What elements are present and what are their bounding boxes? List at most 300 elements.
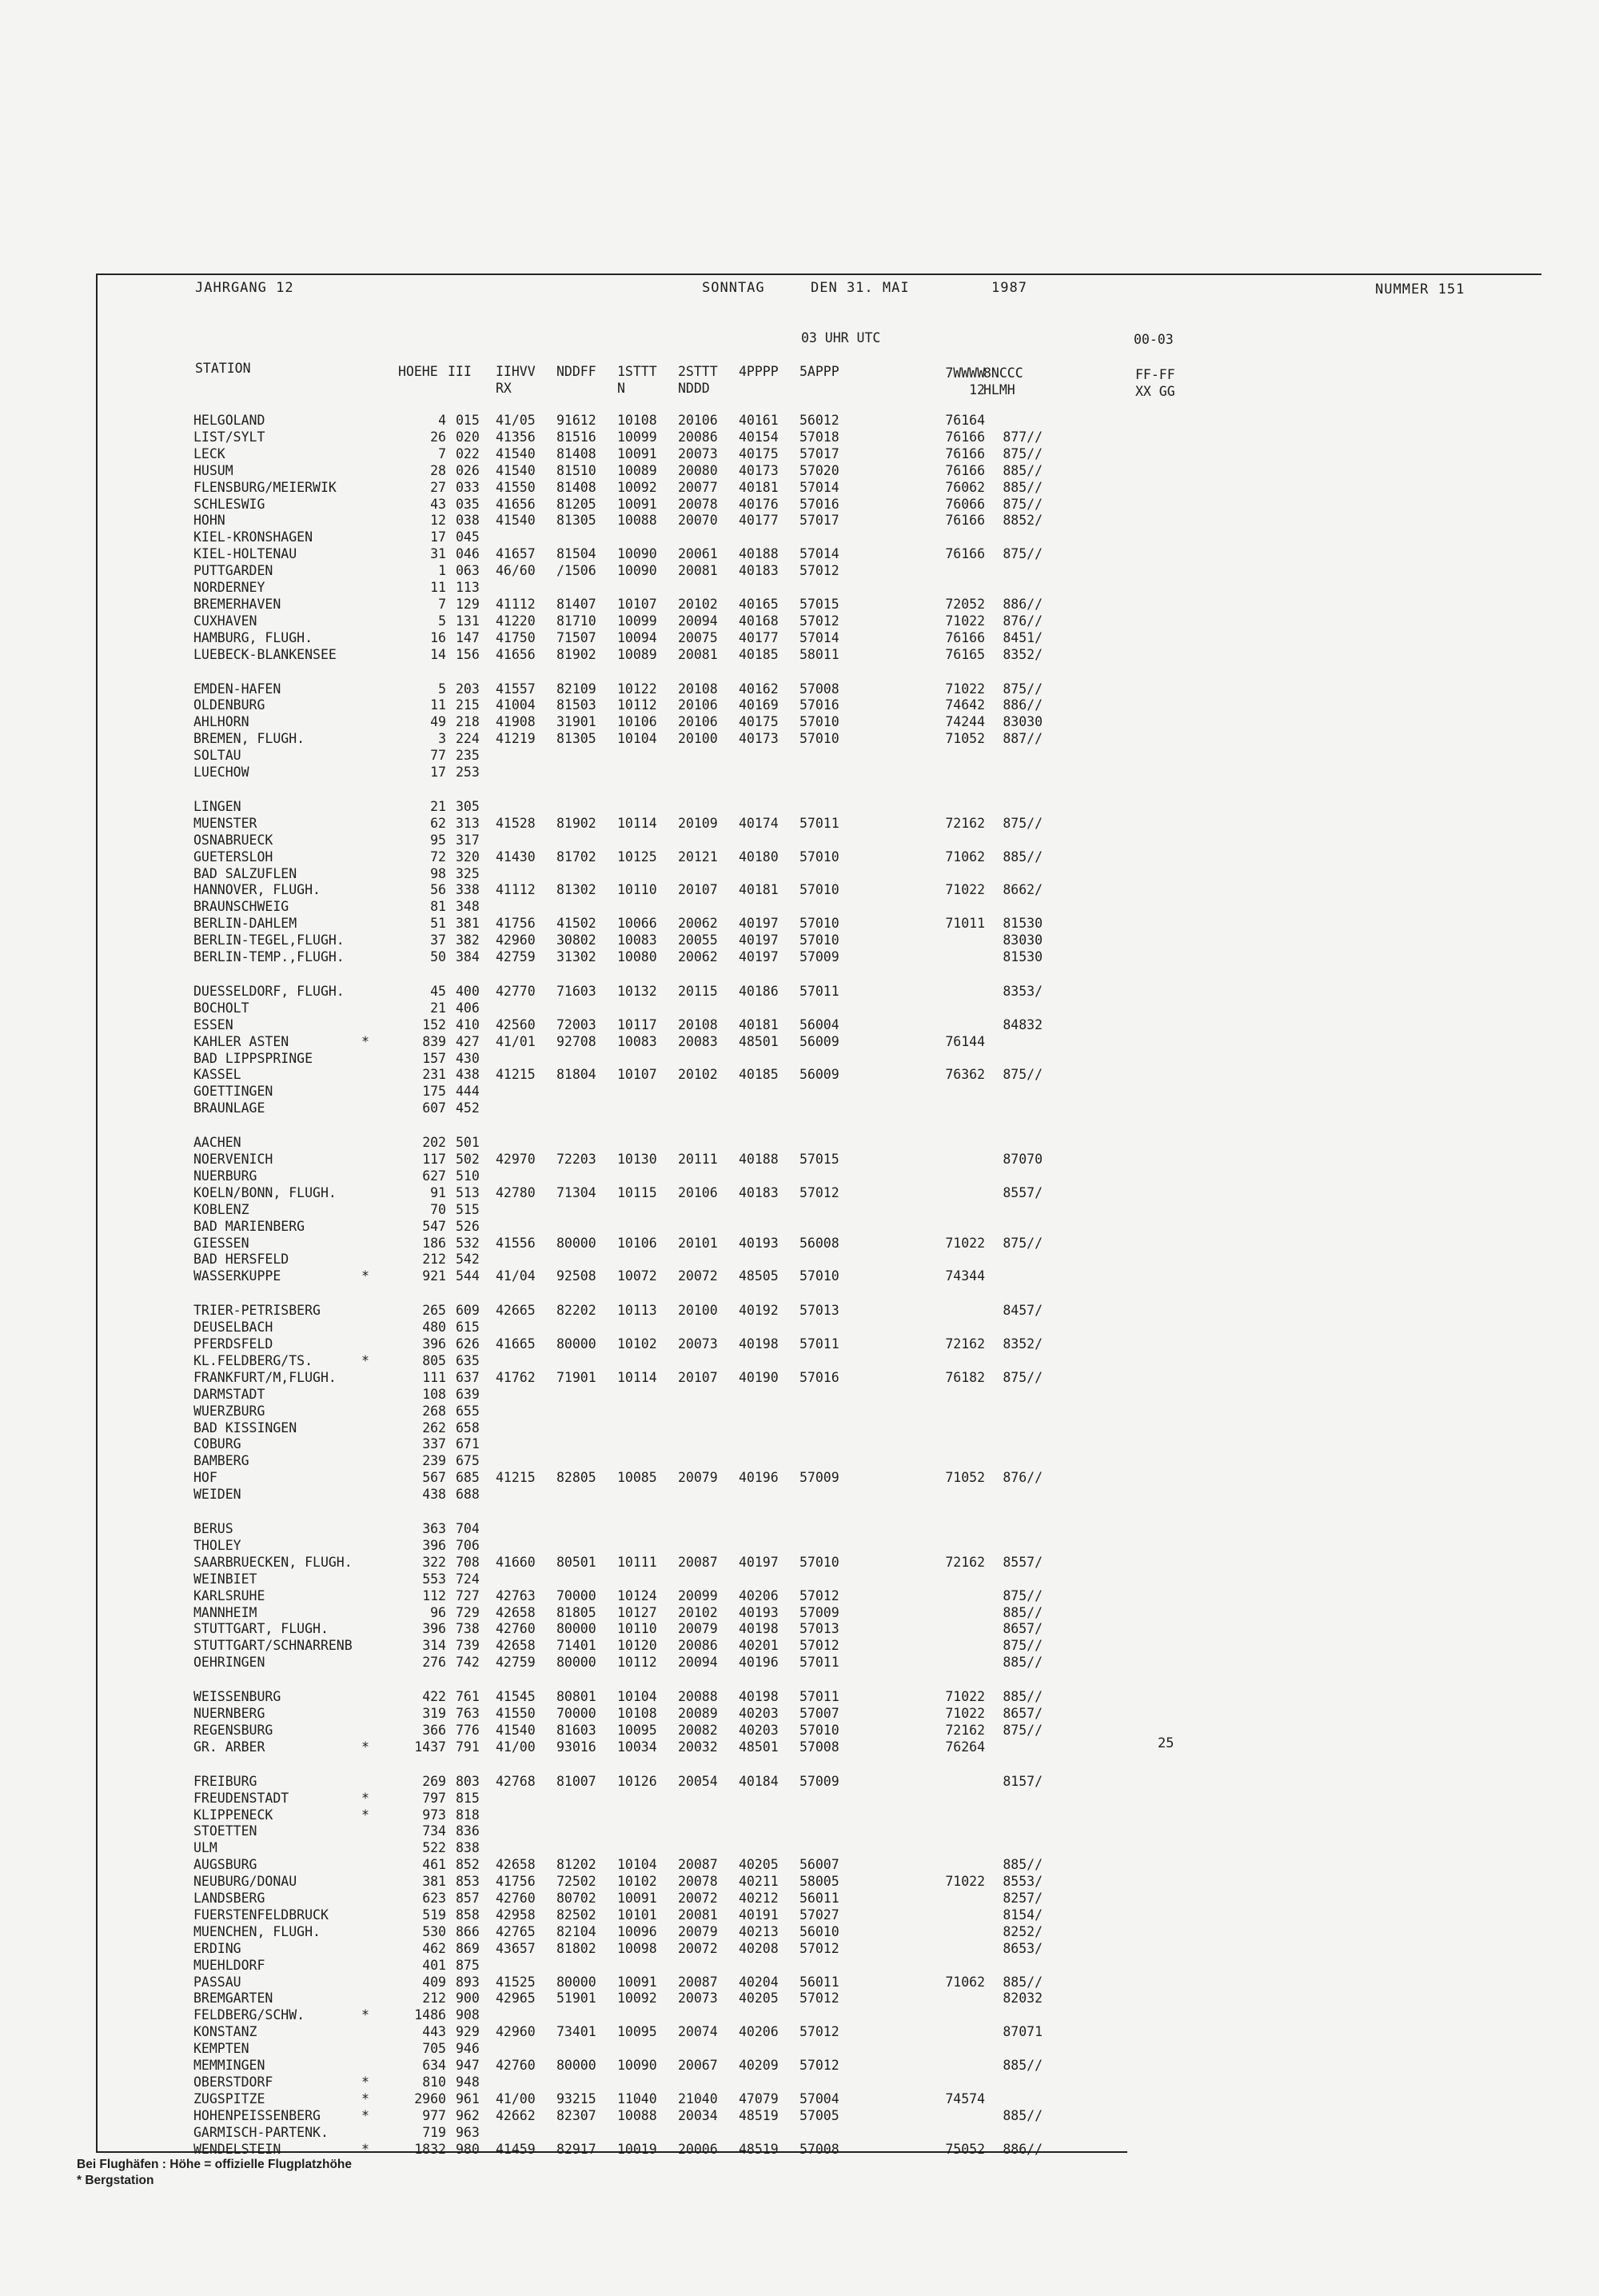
elevation: 977 — [422, 2107, 446, 2123]
group-4pppp: 40186 — [739, 983, 779, 999]
station-id: 706 — [456, 1537, 480, 1553]
station-id: 532 — [456, 1235, 480, 1251]
group-5appp: 57010 — [800, 1554, 839, 1570]
station-id: 929 — [456, 2024, 480, 2040]
group-ihvv: 42760 — [496, 1891, 536, 1906]
station-id: 729 — [456, 1604, 480, 1620]
station-id: 544 — [456, 1268, 480, 1284]
elevation: 322 — [422, 1554, 446, 1570]
group-8nccc: 87071 — [1003, 2024, 1043, 2040]
station-name: CUXHAVEN — [193, 613, 257, 629]
group-4pppp: 40197 — [739, 949, 779, 964]
group-7wwww: 72052 — [945, 596, 985, 612]
group-5appp: 57012 — [800, 1638, 839, 1654]
group-5appp: 57012 — [800, 1184, 839, 1200]
station-name: LANDSBERG — [193, 1891, 265, 1906]
elevation: 17 — [430, 529, 446, 545]
station-name: NEUBURG/DONAU — [193, 1874, 297, 1890]
group-8nccc: 8553/ — [1003, 1874, 1043, 1890]
elevation: 157 — [422, 1050, 446, 1066]
group-nddff: 72502 — [556, 1874, 596, 1890]
group-4pppp: 40213 — [739, 1923, 779, 1939]
elevation: 268 — [422, 1403, 446, 1419]
observation-time: 03 UHR UTC — [801, 330, 881, 345]
group-1sttt: 10095 — [617, 2024, 657, 2040]
station-id: 963 — [456, 2124, 480, 2140]
station-name: WEISSENBURG — [193, 1689, 281, 1705]
group-nddff: 92708 — [556, 1033, 596, 1049]
station-id: 742 — [456, 1655, 480, 1671]
group-1sttt: 10089 — [617, 646, 657, 662]
group-ihvv: 41004 — [496, 697, 536, 713]
group-2sttt: 20100 — [678, 731, 718, 747]
group-1sttt: 10072 — [617, 1268, 657, 1284]
group-8nccc: 877// — [1003, 429, 1043, 445]
station-id: 382 — [456, 932, 480, 948]
group-nddff: 81802 — [556, 1940, 596, 1956]
group-2sttt: 20088 — [678, 1689, 718, 1705]
group-7wwww: 71022 — [945, 1235, 985, 1251]
station-name: LECK — [193, 445, 225, 461]
group-5appp: 57012 — [800, 2024, 839, 2040]
group-5appp: 57012 — [800, 2058, 839, 2073]
station-name: BAMBERG — [193, 1453, 249, 1469]
station-name: DUESSELDORF, FLUGH. — [193, 983, 345, 999]
group-5appp: 57009 — [800, 949, 839, 964]
group-ihvv: 42960 — [496, 2024, 536, 2040]
group-ihvv: 42759 — [496, 1655, 536, 1671]
group-8nccc: 81530 — [1003, 949, 1043, 964]
group-2sttt: 20094 — [678, 613, 718, 629]
group-4pppp: 40173 — [739, 462, 779, 478]
group-nddff: 31302 — [556, 949, 596, 964]
group-1sttt: 10083 — [617, 1033, 657, 1049]
station-id: 063 — [456, 563, 480, 579]
station-id: 688 — [456, 1487, 480, 1503]
group-ihvv: 41540 — [496, 513, 536, 529]
station-id: 022 — [456, 445, 480, 461]
group-nddff: 80000 — [556, 1235, 596, 1251]
group-2sttt: 20100 — [678, 1303, 718, 1319]
station-id: 639 — [456, 1386, 480, 1402]
group-1sttt: 10106 — [617, 1235, 657, 1251]
station-id: 224 — [456, 731, 480, 747]
group-nddff: 81902 — [556, 646, 596, 662]
station-id: 818 — [456, 1807, 480, 1823]
station-name: KLIPPENECK — [193, 1807, 273, 1823]
station-name: KASSEL — [193, 1067, 241, 1083]
group-5appp: 56004 — [800, 1016, 839, 1032]
group-7wwww: 71022 — [945, 613, 985, 629]
group-8nccc: 876// — [1003, 613, 1043, 629]
group-7wwww: 76144 — [945, 1033, 985, 1049]
group-2sttt: 20061 — [678, 546, 718, 562]
group-ihvv: 42658 — [496, 1638, 536, 1654]
group-8nccc: 8457/ — [1003, 1303, 1043, 1319]
group-nddff: 81408 — [556, 479, 596, 495]
group-1sttt: 10130 — [617, 1152, 657, 1167]
group-7wwww: 71022 — [945, 882, 985, 898]
station-name: NORDERNEY — [193, 580, 265, 595]
group-8nccc: 8451/ — [1003, 629, 1043, 645]
col-nddff: NDDFF — [556, 364, 596, 379]
group-ihvv: 43657 — [496, 1940, 536, 1956]
group-5appp: 57017 — [800, 513, 839, 529]
elevation: 276 — [422, 1655, 446, 1671]
elevation: 462 — [422, 1940, 446, 1956]
station-name: BOCHOLT — [193, 1000, 249, 1016]
group-nddff: 81804 — [556, 1067, 596, 1083]
elevation: 37 — [430, 932, 446, 948]
group-ihvv: 41762 — [496, 1369, 536, 1385]
mountain-marker: * — [361, 1790, 369, 1806]
elevation: 62 — [430, 815, 446, 831]
station-name: HANNOVER, FLUGH. — [193, 882, 321, 898]
station-name: AACHEN — [193, 1135, 241, 1151]
group-1sttt: 10106 — [617, 714, 657, 730]
group-4pppp: 40197 — [739, 916, 779, 932]
group-nddff: 73401 — [556, 2024, 596, 2040]
station-id: 866 — [456, 1923, 480, 1939]
group-7wwww: 72162 — [945, 1554, 985, 1570]
group-2sttt: 20087 — [678, 1857, 718, 1873]
group-7wwww: 71022 — [945, 681, 985, 697]
station-name: BAD HERSFELD — [193, 1252, 289, 1268]
station-name: MANNHEIM — [193, 1604, 257, 1620]
station-id: 947 — [456, 2058, 480, 2073]
group-7wwww: 76362 — [945, 1067, 985, 1083]
station-id: 156 — [456, 646, 480, 662]
elevation: 734 — [422, 1823, 446, 1839]
group-nddff: 81603 — [556, 1722, 596, 1738]
year-label: 1987 — [991, 280, 1027, 296]
group-8nccc: 885// — [1003, 1974, 1043, 1990]
group-2sttt: 20101 — [678, 1235, 718, 1251]
group-ihvv: 42770 — [496, 983, 536, 999]
station-id: 857 — [456, 1891, 480, 1906]
mountain-marker: * — [361, 2007, 369, 2023]
group-ihvv: 42958 — [496, 1907, 536, 1923]
group-8nccc: 886// — [1003, 596, 1043, 612]
station-id: 655 — [456, 1403, 480, 1419]
group-nddff: 82104 — [556, 1923, 596, 1939]
col-station: STATION — [195, 361, 251, 376]
station-name: FRANKFURT/M,FLUGH. — [193, 1369, 337, 1385]
elevation: 607 — [422, 1100, 446, 1116]
station-name: ERDING — [193, 1940, 241, 1956]
station-id: 501 — [456, 1135, 480, 1151]
group-2sttt: 20089 — [678, 1706, 718, 1721]
group-nddff: 72003 — [556, 1016, 596, 1032]
elevation: 17 — [430, 765, 446, 780]
group-4pppp: 40174 — [739, 815, 779, 831]
station-name: BERUS — [193, 1521, 233, 1536]
group-4pppp: 40196 — [739, 1470, 779, 1486]
group-2sttt: 20109 — [678, 815, 718, 831]
group-2sttt: 20099 — [678, 1587, 718, 1603]
group-ihvv: 41660 — [496, 1554, 536, 1570]
group-1sttt: 10091 — [617, 1974, 657, 1990]
group-2sttt: 20062 — [678, 916, 718, 932]
group-5appp: 56007 — [800, 1857, 839, 1873]
group-2sttt: 20072 — [678, 1940, 718, 1956]
group-5appp: 56011 — [800, 1891, 839, 1906]
group-1sttt: 10091 — [617, 1891, 657, 1906]
group-nddff: 92508 — [556, 1268, 596, 1284]
station-name: BRAUNLAGE — [193, 1100, 265, 1116]
elevation: 519 — [422, 1907, 446, 1923]
group-2sttt: 20006 — [678, 2141, 718, 2157]
station-name: KAHLER ASTEN — [193, 1033, 289, 1049]
station-name: WUERZBURG — [193, 1403, 265, 1419]
group-ihvv: 42970 — [496, 1152, 536, 1167]
elevation: 443 — [422, 2024, 446, 2040]
station-id: 626 — [456, 1336, 480, 1352]
group-nddff: 81504 — [556, 546, 596, 562]
mountain-marker: * — [361, 1268, 369, 1284]
elevation: 7 — [438, 596, 446, 612]
elevation: 117 — [422, 1152, 446, 1167]
group-ihvv: 42765 — [496, 1923, 536, 1939]
group-4pppp: 40188 — [739, 546, 779, 562]
group-ihvv: 42760 — [496, 2058, 536, 2073]
group-4pppp: 40209 — [739, 2058, 779, 2073]
group-4pppp: 40191 — [739, 1907, 779, 1923]
group-2sttt: 20107 — [678, 1369, 718, 1385]
station-id: 962 — [456, 2107, 480, 2123]
station-id: 502 — [456, 1152, 480, 1167]
group-5appp: 57014 — [800, 479, 839, 495]
station-id: 869 — [456, 1940, 480, 1956]
group-ihvv: 42662 — [496, 2107, 536, 2123]
group-2sttt: 20079 — [678, 1621, 718, 1637]
elevation: 21 — [430, 798, 446, 814]
group-1sttt: 10090 — [617, 563, 657, 579]
group-8nccc: 885// — [1003, 479, 1043, 495]
group-2sttt: 20081 — [678, 1907, 718, 1923]
group-ihvv: 41550 — [496, 479, 536, 495]
group-5appp: 57011 — [800, 1336, 839, 1352]
group-ihvv: 41219 — [496, 731, 536, 747]
station-id: 338 — [456, 882, 480, 898]
group-5appp: 56010 — [800, 1923, 839, 1939]
station-id: 325 — [456, 865, 480, 881]
elevation: 797 — [422, 1790, 446, 1806]
group-8nccc: 886// — [1003, 697, 1043, 713]
group-8nccc: 8557/ — [1003, 1554, 1043, 1570]
group-2sttt: 20121 — [678, 849, 718, 864]
group-ihvv: 42780 — [496, 1184, 536, 1200]
group-ihvv: 41540 — [496, 445, 536, 461]
group-ihvv: 41430 — [496, 849, 536, 864]
group-ihvv: 41/01 — [496, 1033, 536, 1049]
station-id: 038 — [456, 513, 480, 529]
group-2sttt: 20081 — [678, 563, 718, 579]
station-id: 430 — [456, 1050, 480, 1066]
station-id: 658 — [456, 1420, 480, 1435]
station-name: STOETTEN — [193, 1823, 257, 1839]
col-2sttt: 2STTT NDDD — [678, 364, 718, 396]
group-1sttt: 10107 — [617, 1067, 657, 1083]
station-name: WEIDEN — [193, 1487, 241, 1503]
group-4pppp: 40198 — [739, 1621, 779, 1637]
elevation: 108 — [422, 1386, 446, 1402]
elevation: 265 — [422, 1303, 446, 1319]
station-id: 727 — [456, 1587, 480, 1603]
group-1sttt: 10066 — [617, 916, 657, 932]
elevation: 16 — [430, 629, 446, 645]
elevation: 634 — [422, 2058, 446, 2073]
group-4pppp: 40177 — [739, 629, 779, 645]
group-ihvv: 41/00 — [496, 2090, 536, 2106]
group-5appp: 57010 — [800, 849, 839, 864]
group-1sttt: 10083 — [617, 932, 657, 948]
station-id: 739 — [456, 1638, 480, 1654]
station-id: 791 — [456, 1739, 480, 1755]
group-8nccc: 887// — [1003, 731, 1043, 747]
group-ihvv: 41540 — [496, 462, 536, 478]
station-id: 685 — [456, 1470, 480, 1486]
group-ihvv: 41/05 — [496, 413, 536, 428]
elevation: 81 — [430, 899, 446, 915]
station-name: WEINBIET — [193, 1571, 257, 1587]
station-id: 203 — [456, 681, 480, 697]
elevation: 1437 — [414, 1739, 446, 1755]
group-4pppp: 40205 — [739, 1857, 779, 1873]
group-nddff: 82502 — [556, 1907, 596, 1923]
group-2sttt: 20062 — [678, 949, 718, 964]
elevation: 239 — [422, 1453, 446, 1469]
group-ihvv: 41528 — [496, 815, 536, 831]
elevation: 262 — [422, 1420, 446, 1435]
elevation: 409 — [422, 1974, 446, 1990]
station-id: 305 — [456, 798, 480, 814]
station-id: 438 — [456, 1067, 480, 1083]
group-ihvv: 41112 — [496, 882, 536, 898]
group-4pppp: 40190 — [739, 1369, 779, 1385]
group-7wwww: 74574 — [945, 2090, 985, 2106]
group-4pppp: 40183 — [739, 563, 779, 579]
col-8nccc: 8NCCC HLMH — [983, 365, 1023, 397]
station-id: 738 — [456, 1621, 480, 1637]
group-5appp: 57007 — [800, 1706, 839, 1721]
group-8nccc: 8154/ — [1003, 1907, 1043, 1923]
station-name: GUETERSLOH — [193, 849, 273, 864]
elevation: 921 — [422, 1268, 446, 1284]
group-8nccc: 83030 — [1003, 932, 1043, 948]
col-7wwww: 7WWWW 12 — [945, 365, 985, 397]
group-4pppp: 40211 — [739, 1874, 779, 1890]
group-ihvv: 41215 — [496, 1067, 536, 1083]
group-5appp: 57014 — [800, 629, 839, 645]
group-2sttt: 20080 — [678, 462, 718, 478]
station-id: 317 — [456, 832, 480, 848]
station-name: AHLHORN — [193, 714, 249, 730]
group-ihvv: 41540 — [496, 1722, 536, 1738]
station-name: REGENSBURG — [193, 1722, 273, 1738]
elevation: 553 — [422, 1571, 446, 1587]
station-name: LUEBECK-BLANKENSEE — [193, 646, 337, 662]
group-2sttt: 20078 — [678, 496, 718, 512]
station-id: 015 — [456, 413, 480, 428]
station-name: LINGEN — [193, 798, 241, 814]
station-id: 836 — [456, 1823, 480, 1839]
group-nddff: 71901 — [556, 1369, 596, 1385]
group-ihvv: 41665 — [496, 1336, 536, 1352]
group-1sttt: 10111 — [617, 1554, 657, 1570]
group-nddff: 91612 — [556, 413, 596, 428]
station-id: 637 — [456, 1369, 480, 1385]
group-ihvv: 42763 — [496, 1587, 536, 1603]
station-name: NUERNBERG — [193, 1706, 265, 1721]
group-ihvv: 41557 — [496, 681, 536, 697]
station-id: 961 — [456, 2090, 480, 2106]
group-4pppp: 48501 — [739, 1739, 779, 1755]
mountain-marker: * — [361, 2090, 369, 2106]
group-1sttt: 10114 — [617, 1369, 657, 1385]
group-ihvv: 41756 — [496, 1874, 536, 1890]
group-5appp: 57016 — [800, 1369, 839, 1385]
group-nddff: 71507 — [556, 629, 596, 645]
group-ihvv: 41657 — [496, 546, 536, 562]
station-name: SAARBRUECKEN, FLUGH. — [193, 1554, 353, 1570]
group-5appp: 57005 — [800, 2107, 839, 2123]
group-2sttt: 20054 — [678, 1773, 718, 1789]
group-2sttt: 20081 — [678, 646, 718, 662]
station-name: HOF — [193, 1470, 217, 1486]
group-4pppp: 48501 — [739, 1033, 779, 1049]
group-nddff: 81305 — [556, 731, 596, 747]
group-ihvv: 42965 — [496, 1991, 536, 2007]
elevation: 396 — [422, 1336, 446, 1352]
station-name: AUGSBURG — [193, 1857, 257, 1873]
elevation: 4 — [438, 413, 446, 428]
elevation: 212 — [422, 1252, 446, 1268]
elevation: 396 — [422, 1621, 446, 1637]
group-2sttt: 20074 — [678, 2024, 718, 2040]
group-ihvv: 41112 — [496, 596, 536, 612]
group-8nccc: 8557/ — [1003, 1184, 1043, 1200]
group-nddff: 80000 — [556, 1621, 596, 1637]
group-4pppp: 48519 — [739, 2141, 779, 2157]
group-1sttt: 10091 — [617, 445, 657, 461]
elevation: 70 — [430, 1201, 446, 1217]
group-7wwww: 72162 — [945, 1336, 985, 1352]
group-nddff: 80801 — [556, 1689, 596, 1705]
group-1sttt: 10108 — [617, 413, 657, 428]
group-2sttt: 20073 — [678, 1991, 718, 2007]
group-4pppp: 40196 — [739, 1655, 779, 1671]
group-7wwww: 71022 — [945, 1706, 985, 1721]
station-name: BERLIN-TEGEL,FLUGH. — [193, 932, 345, 948]
group-1sttt: 10114 — [617, 815, 657, 831]
station-name: SOLTAU — [193, 748, 241, 764]
elevation: 21 — [430, 1000, 446, 1016]
group-5appp: 57010 — [800, 1268, 839, 1284]
group-4pppp: 40181 — [739, 479, 779, 495]
group-4pppp: 40198 — [739, 1689, 779, 1705]
group-nddff: 30802 — [556, 932, 596, 948]
station-id: 510 — [456, 1168, 480, 1184]
station-name: NOERVENICH — [193, 1152, 273, 1167]
elevation: 152 — [422, 1016, 446, 1032]
group-5appp: 57014 — [800, 546, 839, 562]
elevation: 11 — [430, 580, 446, 595]
station-id: 853 — [456, 1874, 480, 1890]
elevation: 401 — [422, 1957, 446, 1973]
group-4pppp: 40181 — [739, 882, 779, 898]
elevation: 77 — [430, 748, 446, 764]
